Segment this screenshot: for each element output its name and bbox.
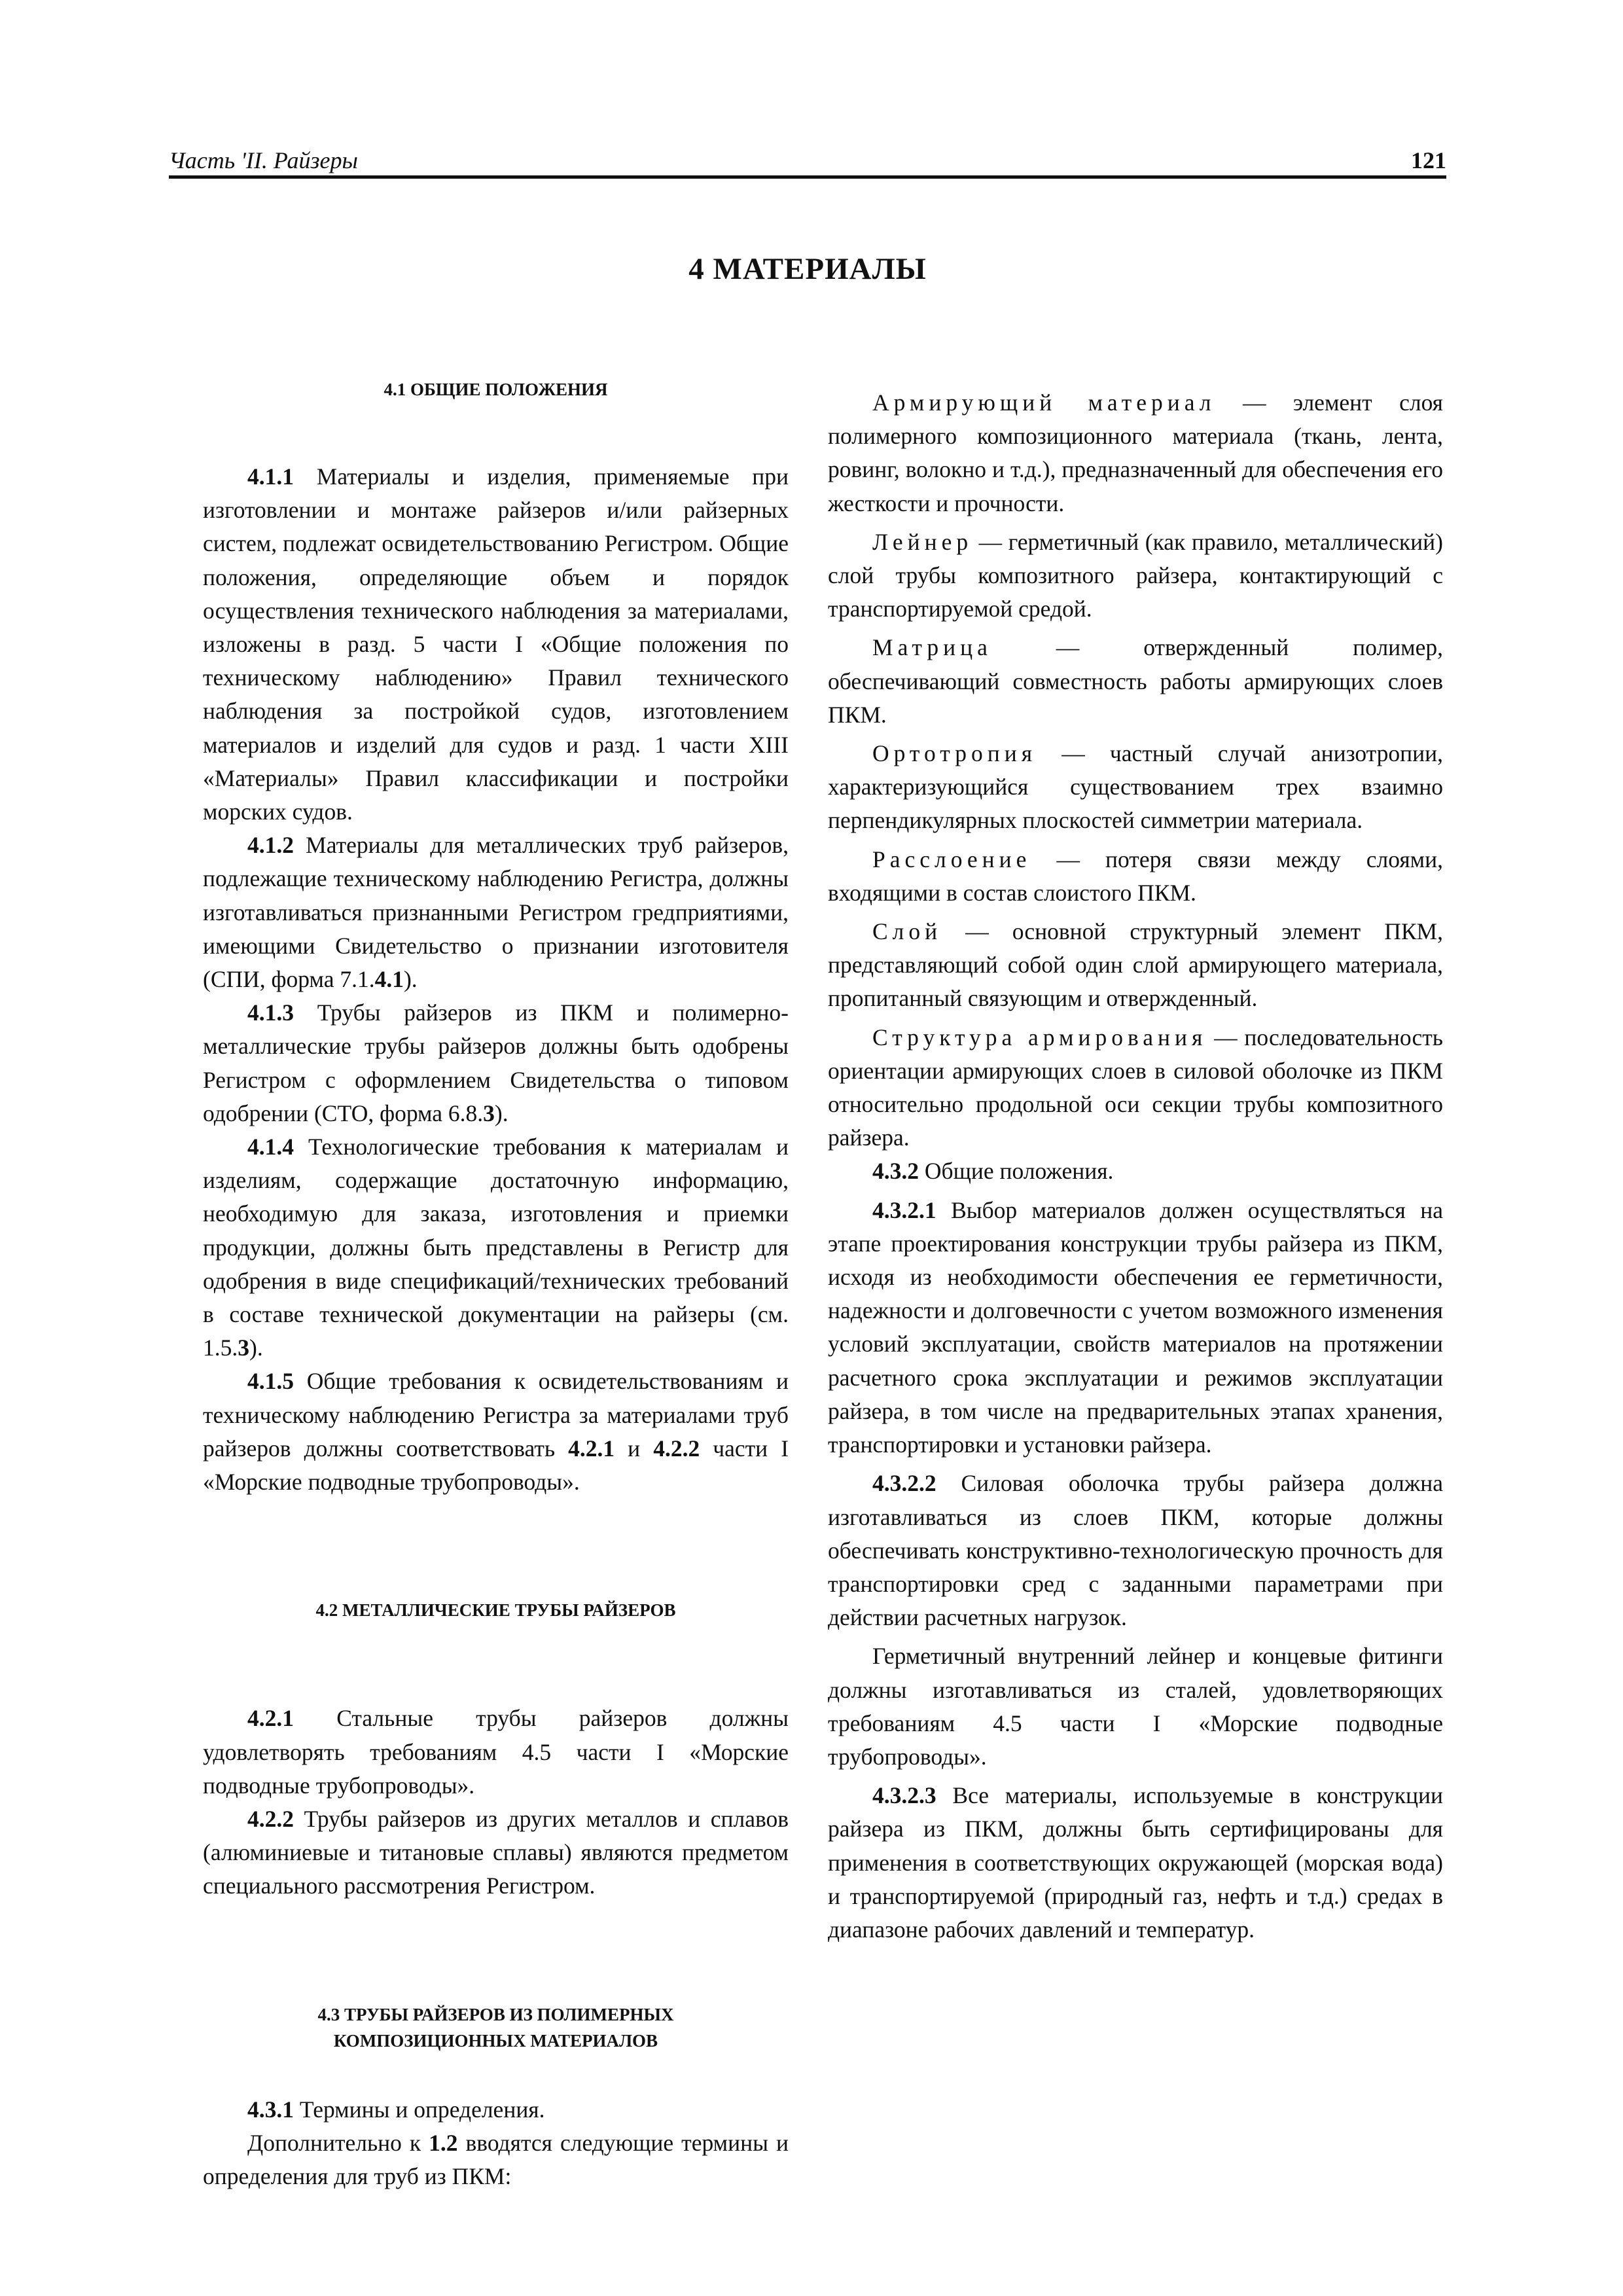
paragraph-4-3-2-2-cont: Герметичный внутренний лейнер и концевые фитинги должны изготавливаться из сталей, удовлетворяющих требованиям 4.5 части I «Морские подводные трубопроводы».	[828, 1643, 1443, 1770]
paragraph-4-3-1-intro: Дополнительно к 1.2 вводятся следующие термины и определения для труб из ПКМ:	[203, 2129, 789, 2189]
paragraph-4-1-5: 4.1.5 Общие требования к освидетельствованиям и техническому наблюдению Регистра за материалами труб райзеров должны соответствовать 4.2.1 и 4.2.2 части I «Морские подводные трубопроводы».	[203, 1368, 789, 1496]
paragraph-4-1-4: 4.1.4 Технологические требования к материалам и изделиям, содержащие достаточную информацию, необходимую для заказа, изготовления и приемки продукции, должны быть представлены в Регистр для одобрения в виде спецификаций/технических требований в составе технической документации на райзеры (см. 1.5.3).	[203, 1134, 789, 1361]
left-column	[203, 376, 789, 2193]
term-matrix: Матрица — отвержденный полимер, обеспечивающий совместность работы армирующих слоев ПКМ.	[828, 634, 1443, 728]
term-layer: Слой — основной структурный элемент ПКМ, представляющий собой один слой армирующего материала, пропитанный связующим и отвержденный.	[828, 918, 1443, 1012]
section-heading-4-2: 4.2 МЕТАЛЛИЧЕСКИЕ ТРУБЫ РАЙЗЕРОВ	[315, 1600, 676, 1621]
header-rule	[169, 175, 1446, 179]
part-title: Часть 'II. Райзеры	[169, 147, 358, 173]
paragraph-4-1-1: 4.1.1 Материалы и изделия, применяемые при изготовлении и монтаже райзеров и/или райзерных систем, подлежат освидетельствованию Регистром. Общие положения, определяющие объем и порядок осуществления технического наблюдения за материалами, изложены в разд. 5 части I «Общие положения по техническому наблюдению» Правил технического наблюдения за постройкой судов, изготовлением материалов и изделий для судов и разд. 1 части XIII «Материалы» Правил классификации и постройки морских судов.	[203, 463, 789, 825]
chapter-title: 4 МАТЕРИАЛЫ	[688, 252, 927, 286]
paragraph-4-1-2: 4.1.2 Материалы для металлических труб райзеров, подлежащие техническому наблюдению Регистра, должны изготавливаться признанными Регистром гредприятиями, имеющими Свидетельство о признании изготовителя (СПИ, форма 7.1.4.1).	[203, 832, 789, 993]
term-liner: Лейнер — герметичный (как правило, металлический) слой трубы композитного райзера, контактирующий с транспортируемой средой.	[828, 528, 1443, 622]
right-column	[828, 386, 1443, 1946]
paragraph-4-1-3: 4.1.3 Трубы райзеров из ПКМ и полимерно-металлические трубы райзеров должны быть одобрены Регистром с оформлением Свидетельства о типовом одобрении (СТО, форма 6.8.3).	[203, 999, 789, 1126]
paragraph-4-2-2: 4.2.2 Трубы райзеров из других металлов и сплавов (алюминиевые и титановые сплавы) являются предметом специального рассмотрения Регистром.	[203, 1805, 789, 1899]
paragraph-4-3-2-3: 4.3.2.3 Все материалы, используемые в конструкции райзера из ПКМ, должны быть сертифицированы для применения в соответствующих окружающей (морская вода) и транспортируемой (природный газ, нефть и т.д.) средах в диапазоне рабочих давлений и температур.	[828, 1782, 1443, 1943]
paragraph-4-3-2: 4.3.2 Общие положения.	[872, 1158, 1114, 1185]
term-orthotropy: Ортотропия — частный случай анизотропии, характеризующийся существованием трех взаимно перпендикулярных плоскостей симметрии материала.	[828, 740, 1443, 834]
term-delamination: Расслоение — потеря связи между слоями, входящими в состав слоистого ПКМ.	[828, 846, 1443, 906]
term-reinforcing-material: Армирующий материал — элемент слоя полимерного композиционного материала (ткань, лента, ровинг, волокно и т.д.), предназначенный для обеспечения его жесткости и прочности.	[828, 389, 1443, 516]
paragraph-4-3-2-2: 4.3.2.2 Силовая оболочка трубы райзера должна изготавливаться из слоев ПКМ, которые должны обеспечивать конструктивно-технологическую прочность для транспортировки сред с заданными параметрами при действии расчетных нагрузок.	[828, 1470, 1443, 1631]
paragraph-4-3-1: 4.3.1 Термины и определения.	[247, 2096, 545, 2123]
section-heading-4-3: 4.3 ТРУБЫ РАЙЗЕРОВ ИЗ ПОЛИМЕРНЫХ КОМПОЗИЦИОННЫХ МАТЕРИАЛОВ	[317, 2004, 674, 2051]
term-reinforcement-structure: Структура армирования — последовательность ориентации армирующих слоев в силовой оболочке из ПКМ относительно продольной оси секции трубы композитного райзера.	[828, 1024, 1443, 1151]
paragraph-4-2-1: 4.2.1 Стальные трубы райзеров должны удовлетворять требованиям 4.5 части I «Морские подводные трубопроводы».	[203, 1705, 789, 1799]
section-heading-4-1: 4.1 ОБЩИЕ ПОЛОЖЕНИЯ	[383, 380, 608, 399]
paragraph-4-3-2-1: 4.3.2.1 Выбор материалов должен осуществляться на этапе проектирования конструкции трубы райзера из ПКМ, исходя из необходимости обеспечения ее герметичности, надежности и долговечности с учетом возможного изменения условий эксплуатации, свойств материалов на протяжении расчетного срока эксплуатации и режимов эксплуатации райзера, в том числе на предварительных этапах хранения, транспортировки и установки райзера.	[828, 1196, 1443, 1458]
page-number: 121	[1411, 147, 1446, 173]
